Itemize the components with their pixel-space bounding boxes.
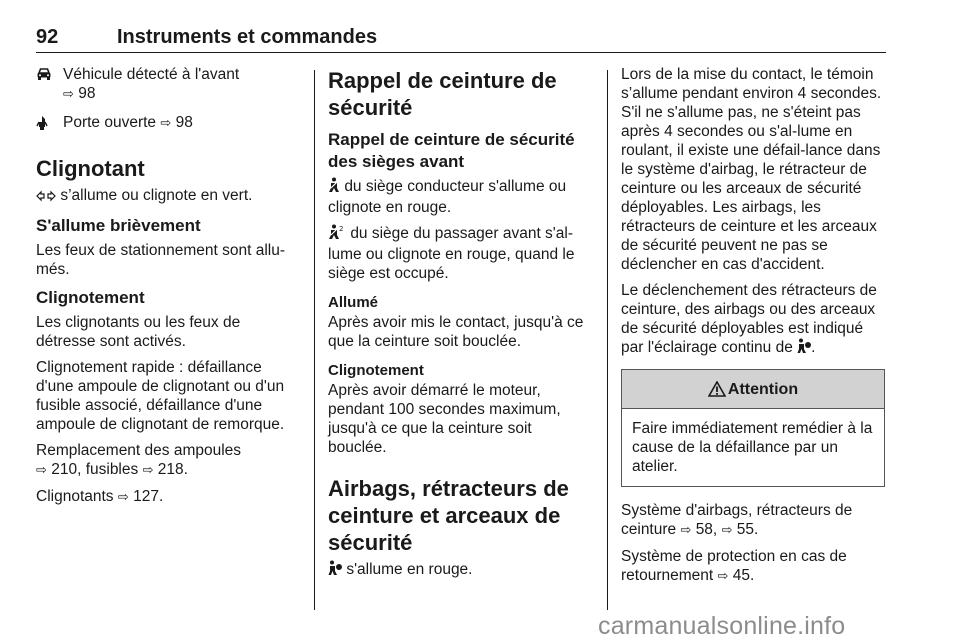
section-heading-airbags: Airbags, rétracteurs de ceinture et arceaux de sécurité xyxy=(328,476,569,555)
paragraph xyxy=(328,224,593,283)
page-ref[interactable]: 218. xyxy=(157,461,188,478)
vehicle-ahead-icon xyxy=(36,65,63,81)
paragraph-text: Clignotants xyxy=(36,488,114,505)
watermark: carmanualsonline.info xyxy=(598,612,846,640)
paragraph-text: du siège du passager avant s'al-lume ou clignote en rouge, quand le siège est occupé. xyxy=(328,225,575,282)
column-1 xyxy=(36,65,301,514)
turn-signal-icon xyxy=(36,188,56,207)
paragraph xyxy=(621,281,885,359)
paragraph xyxy=(36,441,301,480)
warning-title: Attention xyxy=(727,380,799,398)
paragraph: Les feux de stationnement sont allu-més. xyxy=(36,242,286,278)
paragraph-text: du siège conducteur s'allume ou clignote en rouge. xyxy=(328,178,567,216)
page-ref[interactable]: 98 xyxy=(175,114,193,131)
header-rule xyxy=(36,52,886,53)
subheading-allume-brievement: S'allume brièvement xyxy=(36,216,201,235)
section-heading-clignotant: Clignotant xyxy=(36,156,145,181)
indicator-door-open xyxy=(36,113,301,133)
page-ref-arrow-icon: ⇨ xyxy=(680,523,692,538)
paragraph: Lors de la mise du contact, le témoin s’allume pendant environ 4 secondes. S'il ne s'allume pas, ne s'éteint pas après 4 secondes ou s'al-lume en roulant, il existe une défail-lance dans le système d'airbag, le rétracteur de ceinture ou les arceaux de sécurité déployables. Les airbags, les rétracteurs de ceinture et les arceaux de sécurité peuvent ne pas se déclencher en cas d'accident. xyxy=(621,66,882,273)
paragraph xyxy=(328,560,593,581)
paragraph xyxy=(621,501,885,540)
column-3 xyxy=(621,65,885,593)
page-ref-arrow-icon: ⇨ xyxy=(721,523,733,538)
page-ref-arrow-icon: ⇨ xyxy=(36,463,47,478)
paragraph: Après avoir démarré le moteur, pendant 100 secondes maximum, jusqu'à ce que la ceinture soit bouclée. xyxy=(328,382,561,456)
page-ref[interactable]: 127. xyxy=(133,488,164,505)
column-divider-1 xyxy=(314,70,315,610)
page-ref[interactable]: 45. xyxy=(732,567,755,584)
paragraph-text: Système de protection en cas de retournement xyxy=(621,548,847,584)
warning-triangle-icon xyxy=(708,381,726,397)
warning-text: Faire immédiatement remédier à la cause de la défaillance par un atelier. xyxy=(632,420,873,475)
page-number: 92 xyxy=(36,26,59,48)
page-ref[interactable]: 58, xyxy=(695,521,718,538)
page-ref[interactable]: 210, fusibles xyxy=(51,461,139,478)
page-ref-arrow-icon: ⇨ xyxy=(63,87,74,102)
page-ref[interactable]: 55. xyxy=(736,521,759,538)
paragraph: Clignotement rapide : défaillance d'une ampoule de clignotant ou d'un fusible associé, défaillance d'une ampoule de clignotant de remorque. xyxy=(36,359,285,433)
warning-header xyxy=(622,370,884,409)
page-ref-arrow-icon: ⇨ xyxy=(117,490,129,505)
paragraph xyxy=(621,547,885,586)
subheading-clignotement: Clignotement xyxy=(36,288,145,307)
paragraph xyxy=(328,177,593,217)
subheading-allume: Allumé xyxy=(328,294,379,311)
column-divider-2 xyxy=(607,70,608,610)
seatbelt-icon xyxy=(328,177,340,198)
indicator-door-open-text: Porte ouverte xyxy=(63,114,157,131)
clignotant-intro-text: s’allume ou clignote en vert. xyxy=(60,187,253,204)
section-heading-seatbelt: Rappel de ceinture de sécurité xyxy=(328,68,557,120)
svg-text:2: 2 xyxy=(339,225,344,233)
paragraph-end: . xyxy=(811,339,816,356)
page-ref-arrow-icon: ⇨ xyxy=(717,569,729,584)
paragraph: Après avoir mis le contact, jusqu'à ce que la ceinture soit bouclée. xyxy=(328,314,584,350)
subheading-clignotement: Clignotement xyxy=(328,362,424,379)
page-ref-arrow-icon: ⇨ xyxy=(142,463,154,478)
column-2 xyxy=(328,65,593,588)
paragraph xyxy=(36,487,301,507)
clignotant-intro xyxy=(36,186,301,207)
indicator-vehicle-ahead-text: Véhicule détecté à l'avant xyxy=(63,66,240,83)
paragraph: Les clignotants ou les feux de détresse sont activés. xyxy=(36,314,241,350)
passenger-seatbelt-icon xyxy=(328,224,346,245)
page-ref[interactable]: 98 xyxy=(78,85,96,102)
airbag-icon xyxy=(797,338,811,359)
warning-box xyxy=(621,369,885,487)
paragraph-text: Système d'airbags, rétracteurs de ceinture xyxy=(621,502,853,538)
subheading-seatbelt-front: Rappel de ceinture de sécurité des sièges avant xyxy=(328,130,575,171)
paragraph-text: s'allume en rouge. xyxy=(346,561,473,578)
paragraph-text: Remplacement des ampoules xyxy=(36,442,242,459)
page-title: Instruments et commandes xyxy=(117,26,378,48)
indicator-vehicle-ahead xyxy=(36,65,301,104)
paragraph-text: Le déclenchement des rétracteurs de ceinture, des airbags ou des arceaux de sécurité déployables est indiqué par l'éclairage continu de xyxy=(621,282,877,356)
door-open-icon xyxy=(36,113,63,131)
airbag-icon xyxy=(328,560,342,581)
page-ref-arrow-icon: ⇨ xyxy=(160,116,172,131)
